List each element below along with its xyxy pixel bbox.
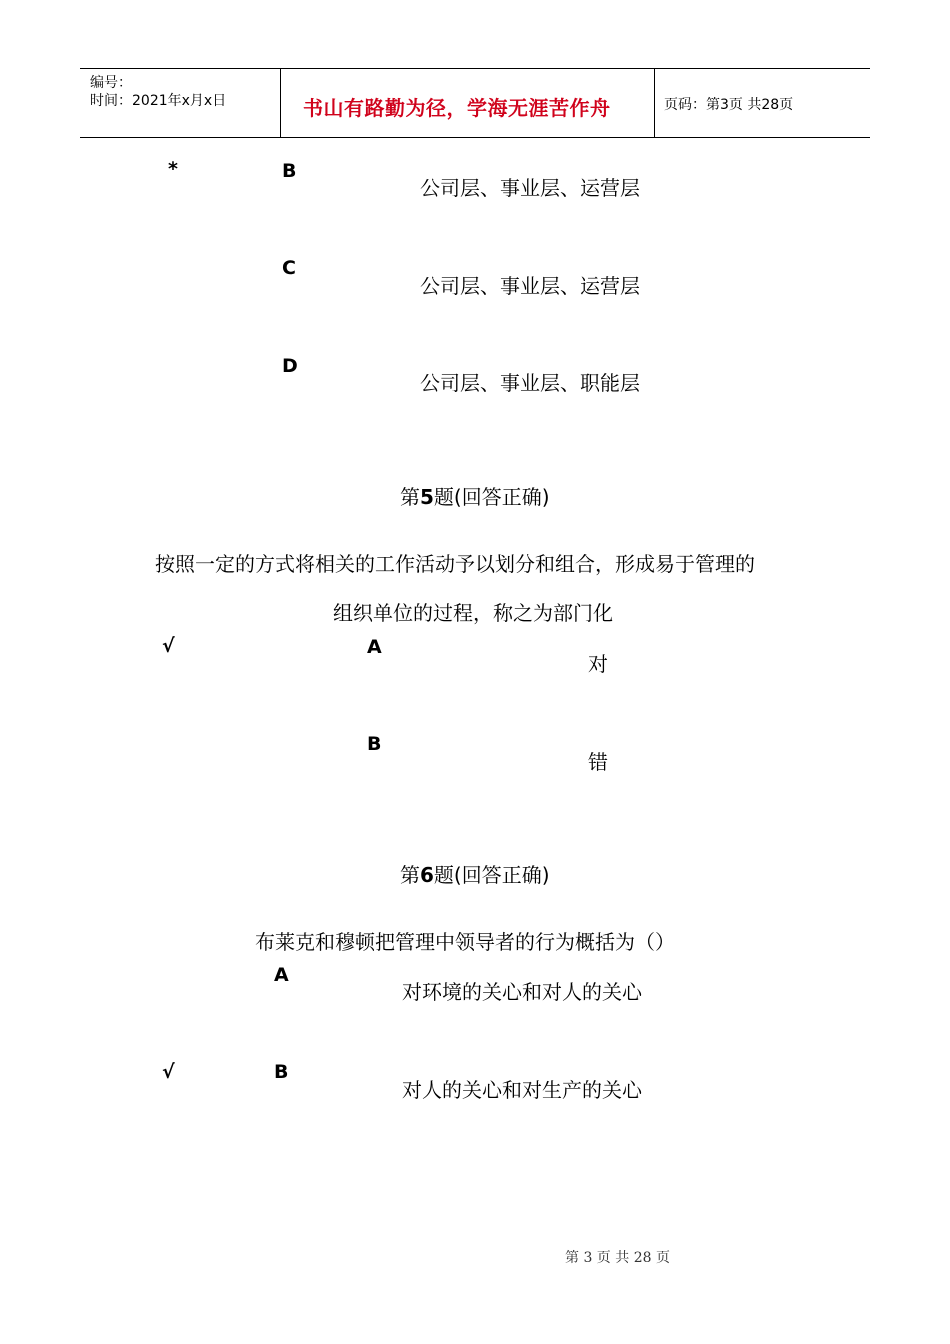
option-text[interactable]: 错 [588, 750, 608, 774]
option-letter[interactable]: B [282, 160, 297, 182]
option-letter[interactable]: D [282, 355, 298, 377]
header-divider [280, 69, 281, 137]
option-letter[interactable]: B [274, 1061, 289, 1083]
page-footer: 第 3 页 共 28 页 [565, 1250, 670, 1266]
option-letter[interactable]: A [274, 964, 289, 986]
header-number-label: 编号： [90, 75, 132, 91]
correct-mark: √ [162, 635, 175, 657]
option-text[interactable]: 公司层、事业层、运营层 [420, 176, 640, 200]
header-page-info: 页码：第3页 共28页 [664, 97, 794, 113]
option-text[interactable]: 对环境的关心和对人的关心 [402, 980, 642, 1004]
option-letter[interactable]: C [282, 257, 296, 279]
option-letter[interactable]: A [367, 636, 382, 658]
correct-mark: √ [162, 1061, 175, 1083]
question-text: 布莱克和穆顿把管理中领导者的行为概括为（） [255, 930, 675, 954]
header-time-label: 时间：2021年x月x日 [90, 93, 227, 109]
option-text[interactable]: 对 [588, 652, 608, 676]
header-divider [654, 69, 655, 137]
option-text[interactable]: 公司层、事业层、运营层 [420, 274, 640, 298]
question-text: 组织单位的过程，称之为部门化 [333, 601, 613, 625]
header-motto: 书山有路勤为径，学海无涯苦作舟 [303, 96, 611, 120]
question-number: 6 [420, 863, 434, 887]
question-text: 按照一定的方式将相关的工作活动予以划分和组合，形成易于管理的 [155, 552, 755, 576]
option-mark: * [168, 158, 178, 180]
option-text[interactable]: 公司层、事业层、职能层 [420, 371, 640, 395]
option-text[interactable]: 对人的关心和对生产的关心 [402, 1078, 642, 1102]
question-title: 第6题(回答正确) [400, 863, 550, 887]
question-number: 5 [420, 485, 434, 509]
question-title: 第5题(回答正确) [400, 485, 550, 509]
option-letter[interactable]: B [367, 733, 382, 755]
